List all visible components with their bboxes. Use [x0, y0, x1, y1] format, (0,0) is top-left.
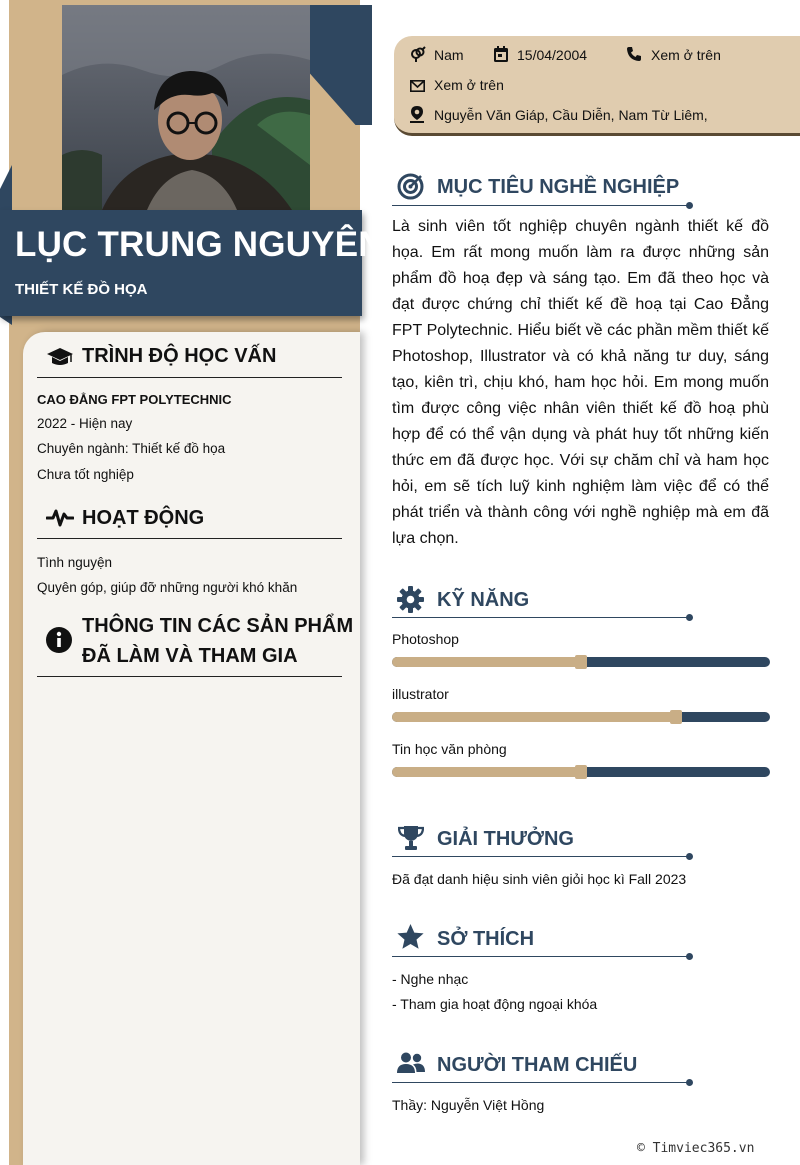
email-value: Xem ở trên — [434, 77, 504, 93]
products-divider — [37, 676, 342, 677]
gender-value: Nam — [434, 47, 464, 63]
candidate-name: LỤC TRUNG NGUYÊN — [15, 225, 384, 264]
hobby-item: - Tham gia hoạt động ngoại khóa — [392, 996, 598, 1012]
activities-heading: HOẠT ĐỘNG — [82, 507, 205, 529]
skill-level-fill — [392, 767, 581, 777]
education-status: Chưa tốt nghiệp — [37, 467, 134, 482]
left-info-panel — [23, 332, 360, 1165]
profile-photo-illustration — [62, 5, 310, 210]
skill-name: Photoshop — [392, 631, 459, 647]
skill-level-handle — [575, 765, 587, 779]
users-icon — [397, 1052, 425, 1074]
address-value: Nguyễn Văn Giáp, Cầu Diễn, Nam Từ Liêm, — [434, 107, 708, 123]
education-heading: TRÌNH ĐỘ HỌC VẤN — [82, 345, 277, 367]
education-period: 2022 - Hiện nay — [37, 416, 133, 431]
profile-photo — [62, 5, 310, 210]
gear-icon — [397, 586, 424, 613]
gender-icon — [410, 46, 426, 62]
activity-item: Quyên góp, giúp đỡ những người khó khăn — [37, 580, 298, 595]
trophy-icon — [398, 825, 424, 851]
products-heading-line2: ĐÃ LÀM VÀ THAM GIA — [82, 645, 298, 667]
awards-heading: GIẢI THƯỞNG — [437, 828, 574, 850]
star-icon — [397, 924, 424, 950]
skills-divider — [392, 617, 689, 618]
heartbeat-icon — [46, 508, 74, 528]
education-school: CAO ĐẲNG FPT POLYTECHNIC — [37, 392, 232, 407]
activity-item: Tình nguyện — [37, 555, 113, 570]
hobby-item: - Nghe nhạc — [392, 971, 469, 987]
products-heading-line1: THÔNG TIN CÁC SẢN PHẨM — [82, 615, 354, 637]
references-divider — [392, 1082, 689, 1083]
site-watermark: © Timviec365.vn — [637, 1141, 755, 1156]
skill-name: Tin học văn phòng — [392, 741, 507, 757]
skill-level-handle — [575, 655, 587, 669]
objective-divider-dot — [686, 202, 693, 209]
awards-divider-dot — [686, 853, 693, 860]
location-pin-icon — [410, 106, 424, 123]
graduation-cap-icon — [46, 346, 74, 368]
info-icon — [46, 627, 72, 653]
award-item: Đã đạt danh hiệu sinh viên giỏi học kì Fall 2023 — [392, 871, 687, 887]
skill-level-fill — [392, 657, 581, 667]
skill-level-fill — [392, 712, 676, 722]
hobbies-divider — [392, 956, 689, 957]
skills-divider-dot — [686, 614, 693, 621]
references-divider-dot — [686, 1079, 693, 1086]
education-divider — [37, 377, 342, 378]
objective-divider — [392, 205, 689, 206]
reference-item: Thầy: Nguyễn Việt Hồng — [392, 1097, 545, 1113]
skills-heading: KỸ NĂNG — [437, 589, 530, 611]
objective-text: Là sinh viên tốt nghiệp chuyên ngành thiết kế đồ họa. Em rất mong muốn làm ra được những sản phẩm đồ hoạ đẹp và sáng tạo. Em đã theo học và đạt được chứng chỉ thiết kế đề hoạ tại Cao Đẳng FPT Polytechnic. Hiểu biết về các phần mềm thiết kế Photoshop, Illustrator và có khả năng tư duy, sáng tạo, kiên trì, chịu khó, ham học hỏi. Em mong muốn tìm được công việc nhân viên thiết kế đồ hoạ phù hợp để có thể vận dụng và phát huy tốt những kiến thức em đã được học. Với sự chăm chỉ và ham học hỏi, em sẽ tích luỹ kinh nghiệm làm việc để có thể phát triển và thành công với nghề nghiệp mà em đã lựa chọn. — [392, 218, 769, 547]
phone-icon — [626, 46, 642, 62]
birthdate-value: 15/04/2004 — [517, 47, 588, 63]
objective-heading: MỤC TIÊU NGHỀ NGHIỆP — [437, 176, 680, 198]
activities-divider — [37, 538, 342, 539]
skill-name: illustrator — [392, 686, 449, 702]
skill-level-handle — [670, 710, 682, 724]
references-heading: NGƯỜI THAM CHIẾU — [437, 1054, 638, 1076]
awards-divider — [392, 856, 689, 857]
education-major: Chuyên ngành: Thiết kế đồ họa — [37, 441, 226, 456]
email-icon — [410, 79, 425, 91]
phone-value: Xem ở trên — [651, 47, 721, 63]
job-title: THIẾT KẾ ĐỒ HỌA — [15, 281, 148, 298]
hobbies-divider-dot — [686, 953, 693, 960]
hobbies-heading: SỞ THÍCH — [437, 928, 535, 950]
target-icon — [397, 173, 424, 200]
calendar-icon — [494, 46, 508, 62]
